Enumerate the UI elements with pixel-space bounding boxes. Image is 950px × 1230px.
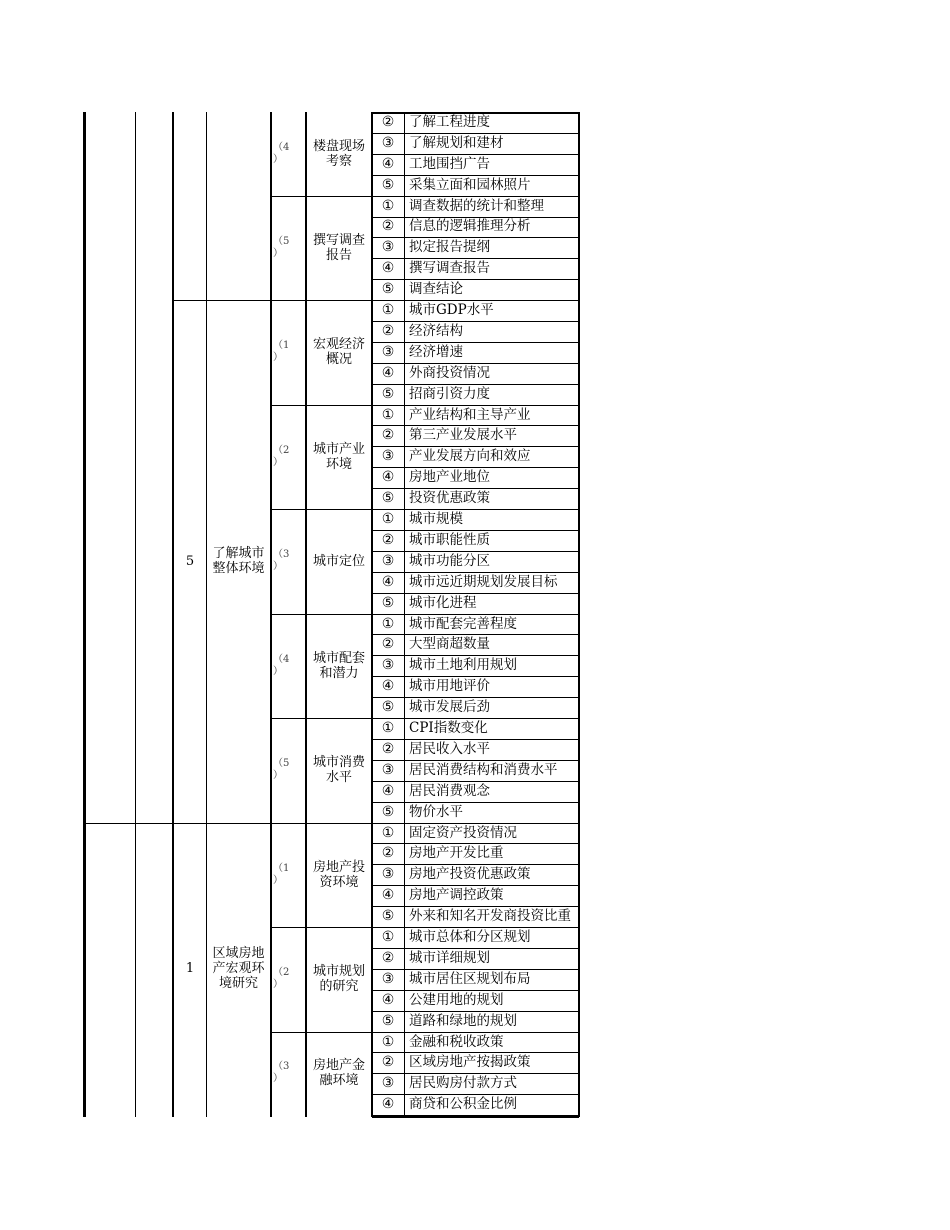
item-marker-glyph: ④ — [381, 469, 395, 486]
item-marker-glyph: ① — [381, 406, 395, 423]
item-label: 外来和知名开发商投资比重 — [409, 908, 571, 925]
item-marker-glyph: ① — [381, 615, 395, 632]
item-marker — [372, 446, 404, 467]
item-marker-glyph: ② — [381, 322, 395, 339]
sub-title — [307, 196, 371, 301]
sub-index-part: ） — [273, 665, 283, 677]
item-text — [405, 927, 578, 948]
sub-index — [272, 927, 305, 1032]
sub-index — [272, 405, 305, 510]
item-label: 城市规模 — [409, 511, 463, 528]
item-marker — [372, 1073, 404, 1094]
sub-index-part: （3 — [273, 549, 290, 561]
sub-index-part: ） — [273, 456, 283, 468]
section-number — [174, 112, 206, 300]
item-marker-glyph: ③ — [381, 657, 395, 674]
item-text — [405, 488, 578, 509]
item-label: 商贷和公积金比例 — [409, 1096, 517, 1113]
sub-index-part: （4 — [273, 653, 290, 665]
item-marker — [372, 133, 404, 154]
item-marker — [372, 279, 404, 300]
section-title-line: 整体环境 — [212, 561, 265, 577]
item-label: 产业结构和主导产业 — [409, 406, 531, 423]
item-marker — [372, 906, 404, 927]
item-text — [405, 509, 578, 530]
item-text — [405, 196, 578, 217]
item-text — [405, 446, 578, 467]
sub-title — [307, 1032, 371, 1116]
item-text — [405, 718, 578, 739]
sub-index — [272, 196, 305, 301]
item-marker-glyph: ④ — [381, 364, 395, 381]
item-marker — [372, 572, 404, 593]
item-text — [405, 112, 578, 133]
item-text — [405, 258, 578, 279]
item-label: 城市用地评价 — [409, 678, 490, 695]
item-marker-glyph: ④ — [381, 782, 395, 799]
item-marker — [372, 467, 404, 488]
item-label: 城市功能分区 — [409, 552, 490, 569]
item-marker — [372, 175, 404, 196]
col-line — [135, 112, 136, 1117]
item-label: 城市发展后劲 — [409, 699, 490, 716]
item-label: 固定资产投资情况 — [409, 824, 517, 841]
item-marker-glyph: ③ — [381, 866, 395, 883]
item-marker-glyph: ③ — [381, 239, 395, 256]
item-marker — [372, 655, 404, 676]
item-marker-glyph: ① — [381, 1033, 395, 1050]
item-text — [405, 405, 578, 426]
sub-title-line: 撰写调查 — [312, 232, 365, 248]
item-marker-glyph: ⑤ — [381, 594, 395, 611]
item-text — [405, 969, 578, 990]
section-number-text: 5 — [185, 553, 195, 569]
item-marker-glyph: ② — [381, 949, 395, 966]
sub-title-line: 环境 — [325, 456, 352, 472]
item-marker-glyph: ⑤ — [381, 281, 395, 298]
item-marker-glyph: ① — [381, 197, 395, 214]
sub-index-part: ） — [273, 561, 283, 573]
sub-index — [272, 823, 305, 928]
sub-index — [272, 112, 305, 196]
sub-title-line: 城市消费 — [312, 755, 365, 771]
item-label: 信息的逻辑推理分析 — [409, 218, 531, 235]
sub-title-line: 城市定位 — [312, 553, 365, 569]
sub-index — [272, 300, 305, 405]
item-marker — [372, 384, 404, 405]
item-text — [405, 342, 578, 363]
item-marker — [372, 509, 404, 530]
item-text — [405, 175, 578, 196]
section-number-text: 1 — [185, 961, 195, 977]
sub-index-part: （5 — [273, 235, 290, 247]
item-label: 经济增速 — [409, 343, 463, 360]
item-marker-glyph: ⑤ — [381, 908, 395, 925]
item-text — [405, 802, 578, 823]
item-label: 拟定报告提纲 — [409, 239, 490, 256]
item-label: 房地产调控政策 — [409, 887, 504, 904]
sub-index-part: （1 — [273, 862, 290, 874]
item-text — [405, 864, 578, 885]
item-marker-glyph: ④ — [381, 155, 395, 172]
item-marker — [372, 237, 404, 258]
item-marker — [372, 1032, 404, 1053]
item-text — [405, 154, 578, 175]
sub-title-line: 城市产业 — [312, 441, 365, 457]
item-text — [405, 906, 578, 927]
item-marker — [372, 948, 404, 969]
item-text — [405, 217, 578, 238]
item-marker — [372, 217, 404, 238]
item-text — [405, 635, 578, 656]
sub-title-line: 报告 — [325, 247, 352, 263]
item-marker-glyph: ⑤ — [381, 699, 395, 716]
item-text — [405, 948, 578, 969]
sub-title-line: 城市规划 — [312, 964, 365, 980]
item-marker-glyph: ② — [381, 113, 395, 130]
item-text — [405, 237, 578, 258]
item-label: 房地产投资优惠政策 — [409, 866, 531, 883]
item-marker-glyph: ③ — [381, 134, 395, 151]
item-label: 房地产业地位 — [409, 469, 490, 486]
sub-title-line: 考察 — [325, 153, 352, 169]
item-label: 公建用地的规划 — [409, 991, 504, 1008]
item-marker-glyph: ④ — [381, 1096, 395, 1113]
item-marker — [372, 781, 404, 802]
sub-title-line: 和潜力 — [319, 665, 359, 681]
item-marker — [372, 1053, 404, 1074]
sub-title — [307, 823, 371, 928]
item-text — [405, 781, 578, 802]
section-title-line: 区域房地 — [212, 946, 265, 962]
item-label: 了解工程进度 — [409, 113, 490, 130]
item-marker-glyph: ② — [381, 636, 395, 653]
item-marker — [372, 593, 404, 614]
item-marker-glyph: ② — [381, 845, 395, 862]
item-label: 居民消费观念 — [409, 782, 490, 799]
item-marker-glyph: ⑤ — [381, 803, 395, 820]
sub-index-part: ） — [273, 979, 283, 991]
item-marker-glyph: ② — [381, 427, 395, 444]
sub-title-line: 宏观经济 — [312, 337, 365, 353]
item-marker — [372, 551, 404, 572]
section-number — [174, 823, 206, 1116]
item-text — [405, 467, 578, 488]
sub-title-line: 概况 — [325, 352, 352, 368]
item-label: 城市远近期规划发展目标 — [409, 573, 558, 590]
sub-title-line: 资环境 — [319, 874, 359, 890]
item-marker — [372, 823, 404, 844]
item-label: 投资优惠政策 — [409, 490, 490, 507]
sub-title — [307, 614, 371, 719]
sub-title-line: 城市配套 — [312, 650, 365, 666]
item-marker — [372, 927, 404, 948]
left-thick-border — [83, 112, 86, 1117]
item-marker-glyph: ① — [381, 302, 395, 319]
item-marker-glyph: ③ — [381, 343, 395, 360]
sub-index-part: ） — [273, 153, 283, 165]
item-marker — [372, 697, 404, 718]
item-label: 招商引资力度 — [409, 385, 490, 402]
item-label: 居民收入水平 — [409, 740, 490, 757]
item-text — [405, 844, 578, 865]
item-marker — [372, 112, 404, 133]
sub-index-part: ） — [273, 770, 283, 782]
item-marker-glyph: ⑤ — [381, 1012, 395, 1029]
item-text — [405, 1032, 578, 1053]
section-title — [207, 300, 270, 823]
item-label: 城市居住区规划布局 — [409, 970, 531, 987]
item-marker — [372, 864, 404, 885]
item-label: 大型商超数量 — [409, 636, 490, 653]
sub-title — [307, 300, 371, 405]
item-marker — [372, 802, 404, 823]
section-number — [174, 300, 206, 823]
item-marker — [372, 321, 404, 342]
item-text — [405, 990, 578, 1011]
item-text — [405, 655, 578, 676]
sub-index — [272, 718, 305, 823]
item-label: 第三产业发展水平 — [409, 427, 517, 444]
item-marker-glyph: ③ — [381, 448, 395, 465]
sub-index-part: ） — [273, 247, 283, 259]
item-text — [405, 363, 578, 384]
item-text — [405, 614, 578, 635]
item-marker — [372, 614, 404, 635]
section-title — [207, 823, 270, 1116]
item-marker-glyph: ⑤ — [381, 490, 395, 507]
item-marker — [372, 635, 404, 656]
sub-title — [307, 405, 371, 510]
item-label: 调查数据的统计和整理 — [409, 197, 544, 214]
sub-title-line: 楼盘现场 — [312, 138, 365, 154]
item-text — [405, 676, 578, 697]
item-marker — [372, 363, 404, 384]
item-marker — [372, 739, 404, 760]
item-text — [405, 739, 578, 760]
item-label: 调查结论 — [409, 281, 463, 298]
item-text — [405, 530, 578, 551]
item-text — [405, 321, 578, 342]
item-label: 物价水平 — [409, 803, 463, 820]
item-text — [405, 572, 578, 593]
sub-title — [307, 112, 371, 196]
item-marker — [372, 969, 404, 990]
sub-index-part: （2 — [273, 444, 290, 456]
item-text — [405, 551, 578, 572]
sub-index — [272, 614, 305, 719]
item-label: 居民购房付款方式 — [409, 1075, 517, 1092]
sub-title-line: 水平 — [325, 770, 352, 786]
item-label: 城市土地利用规划 — [409, 657, 517, 674]
item-label: 城市配套完善程度 — [409, 615, 517, 632]
item-text — [405, 384, 578, 405]
item-text — [405, 697, 578, 718]
item-text — [405, 760, 578, 781]
item-text — [405, 593, 578, 614]
item-label: 城市总体和分区规划 — [409, 929, 531, 946]
item-marker-glyph: ② — [381, 740, 395, 757]
sub-index-part: （1 — [273, 340, 290, 352]
item-marker-glyph: ③ — [381, 1075, 395, 1092]
item-marker-glyph: ⑤ — [381, 176, 395, 193]
item-marker — [372, 718, 404, 739]
item-marker-glyph: ④ — [381, 887, 395, 904]
sub-title — [307, 927, 371, 1032]
item-marker-glyph: ③ — [381, 761, 395, 778]
item-text — [405, 885, 578, 906]
item-marker-glyph: ② — [381, 218, 395, 235]
item-label: 城市详细规划 — [409, 949, 490, 966]
item-marker-glyph: ① — [381, 511, 395, 528]
item-marker — [372, 676, 404, 697]
item-text — [405, 426, 578, 447]
item-label: 城市GDP水平 — [409, 302, 494, 319]
item-marker-glyph: ④ — [381, 678, 395, 695]
section-title-line: 境研究 — [218, 976, 258, 992]
item-label: 工地围挡广告 — [409, 155, 490, 172]
item-label: 城市职能性质 — [409, 531, 490, 548]
item-marker — [372, 488, 404, 509]
item-marker-glyph: ① — [381, 824, 395, 841]
sub-index — [272, 1032, 305, 1116]
item-marker — [372, 426, 404, 447]
item-label: 金融和税收政策 — [409, 1033, 504, 1050]
item-text — [405, 1011, 578, 1032]
item-marker — [372, 154, 404, 175]
item-marker-glyph: ③ — [381, 552, 395, 569]
item-text — [405, 300, 578, 321]
item-text — [405, 133, 578, 154]
item-label: CPI指数变化 — [409, 720, 488, 737]
sub-title — [307, 509, 371, 614]
item-marker — [372, 885, 404, 906]
item-marker — [372, 760, 404, 781]
section-title — [207, 112, 270, 300]
item-marker — [372, 258, 404, 279]
item-marker-glyph: ④ — [381, 573, 395, 590]
item-marker — [372, 1011, 404, 1032]
item-label: 外商投资情况 — [409, 364, 490, 381]
sub-index-part: ） — [273, 874, 283, 886]
item-text — [405, 1094, 578, 1115]
item-text — [405, 1073, 578, 1094]
item-label: 居民消费结构和消费水平 — [409, 761, 558, 778]
sub-title — [307, 718, 371, 823]
sub-title-line: 融环境 — [319, 1073, 359, 1089]
item-label: 城市化进程 — [409, 594, 477, 611]
item-marker — [372, 196, 404, 217]
item-label: 了解规划和建材 — [409, 134, 504, 151]
item-marker-glyph: ④ — [381, 260, 395, 277]
item-label: 道路和绿地的规划 — [409, 1012, 517, 1029]
item-label: 采集立面和园林照片 — [409, 176, 531, 193]
item-marker-glyph: ⑤ — [381, 385, 395, 402]
item-marker-glyph: ② — [381, 531, 395, 548]
bottom-border — [372, 1116, 579, 1118]
item-marker-glyph: ① — [381, 720, 395, 737]
item-marker-glyph: ③ — [381, 970, 395, 987]
item-marker — [372, 530, 404, 551]
item-label: 撰写调查报告 — [409, 260, 490, 277]
section-title-line: 了解城市 — [212, 546, 265, 562]
item-label: 产业发展方向和效应 — [409, 448, 531, 465]
sub-index — [272, 509, 305, 614]
sub-index-part: （4 — [273, 141, 290, 153]
item-text — [405, 1053, 578, 1074]
item-label: 房地产开发比重 — [409, 845, 504, 862]
sub-index-part: （3 — [273, 1061, 290, 1073]
item-marker — [372, 300, 404, 321]
sub-index-part: （2 — [273, 967, 290, 979]
sub-index-part: ） — [273, 352, 283, 364]
item-marker — [372, 990, 404, 1011]
item-marker-glyph: ② — [381, 1054, 395, 1071]
item-marker — [372, 844, 404, 865]
section-title-line: 产宏观环 — [212, 961, 265, 977]
item-text — [405, 279, 578, 300]
item-marker — [372, 1094, 404, 1115]
sub-title-line: 的研究 — [319, 979, 359, 995]
item-label: 经济结构 — [409, 322, 463, 339]
item-marker-glyph: ④ — [381, 991, 395, 1008]
sub-title-line: 房地产投 — [312, 859, 365, 875]
item-label: 区域房地产按揭政策 — [409, 1054, 531, 1071]
sub-index-part: ） — [273, 1073, 283, 1085]
item-marker-glyph: ① — [381, 929, 395, 946]
item-marker — [372, 342, 404, 363]
sub-title-line: 房地产金 — [312, 1058, 365, 1074]
item-text — [405, 823, 578, 844]
sub-index-part: （5 — [273, 758, 290, 770]
item-marker — [372, 405, 404, 426]
